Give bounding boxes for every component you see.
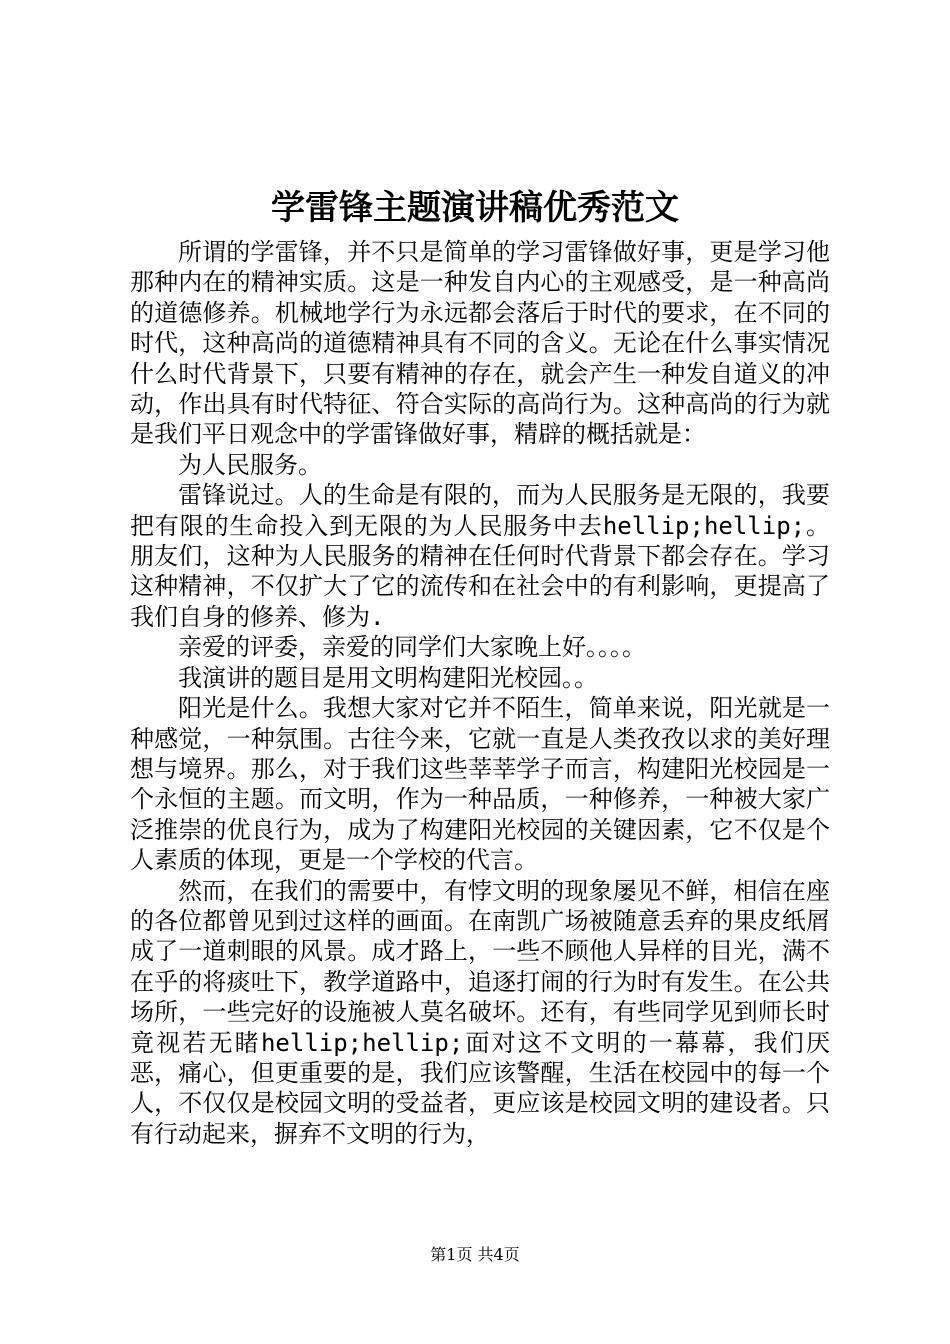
page-footer: 第1页 共4页 [430,1245,520,1264]
paragraph: 我演讲的题目是用文明构建阳光校园。。 [178,663,598,692]
document-body [130,237,830,1149]
paragraph: 为人民服务。 [178,450,322,479]
paragraph: 雷锋说过。人的生命是有限的，而为人民服务是无限的，我要把有限的生命投入到无限的为人民服务中去hellip;hellip;。朋友们，这种为人民服务的精神在任何时代背景下都会存在。学习这种精神，不仅扩大了它的流传和在社会中的有利影响，更提高了我们自身的修养、修为. [130,481,830,631]
page-title: 学雷锋主题演讲稿优秀范文 [271,188,679,228]
paragraph: 然而，在我们的需要中，有悖文明的现象屡见不鲜，相信在座的各位都曾见到过这样的画面。在南凯广场被随意丢弃的果皮纸屑成了一道刺眼的风景。成才路上，一些不顾他人异样的目光，满不在乎的将痰吐下，教学道路中，追逐打闹的行为时有发生。在公共场所，一些完好的设施被人莫名破坏。还有，有些同学见到师长时竟视若无睹hellip;hellip;面对这不文明的一幕幕，我们厌恶，痛心，但更重要的是，我们应该警醒，生活在校园中的每一个人，不仅仅是校园文明的受益者，更应该是校园文明的建设者。只有行动起来，摒弃不文明的行为， [130,876,830,1148]
paragraph: 亲爱的评委，亲爱的同学们大家晚上好。。。。 [178,633,646,662]
paragraph: 阳光是什么。我想大家对它并不陌生，简单来说，阳光就是一种感觉，一种氛围。古往今来，它就一直是人类孜孜以求的美好理想与境界。那么，对于我们这些莘莘学子而言，构建阳光校园是一个永恒的主题。而文明，作为一种品质，一种修养，一种被大家广泛推崇的优良行为，成为了构建阳光校园的关键因素，它不仅是个人素质的体现，更是一个学校的代言。 [130,694,830,875]
paragraph: 所谓的学雷锋，并不只是简单的学习雷锋做好事，更是学习他那种内在的精神实质。这是一种发自内心的主观感受，是一种高尚的道德修养。机械地学行为永远都会落后于时代的要求，在不同的时代，这种高尚的道德精神具有不同的含义。无论在什么事实情况什么时代背景下，只要有精神的存在，就会产生一种发自道义的冲动，作出具有时代特征、符合实际的高尚行为。这种高尚的行为就是我们平日观念中的学雷锋做好事，精辟的概括就是： [130,238,830,449]
